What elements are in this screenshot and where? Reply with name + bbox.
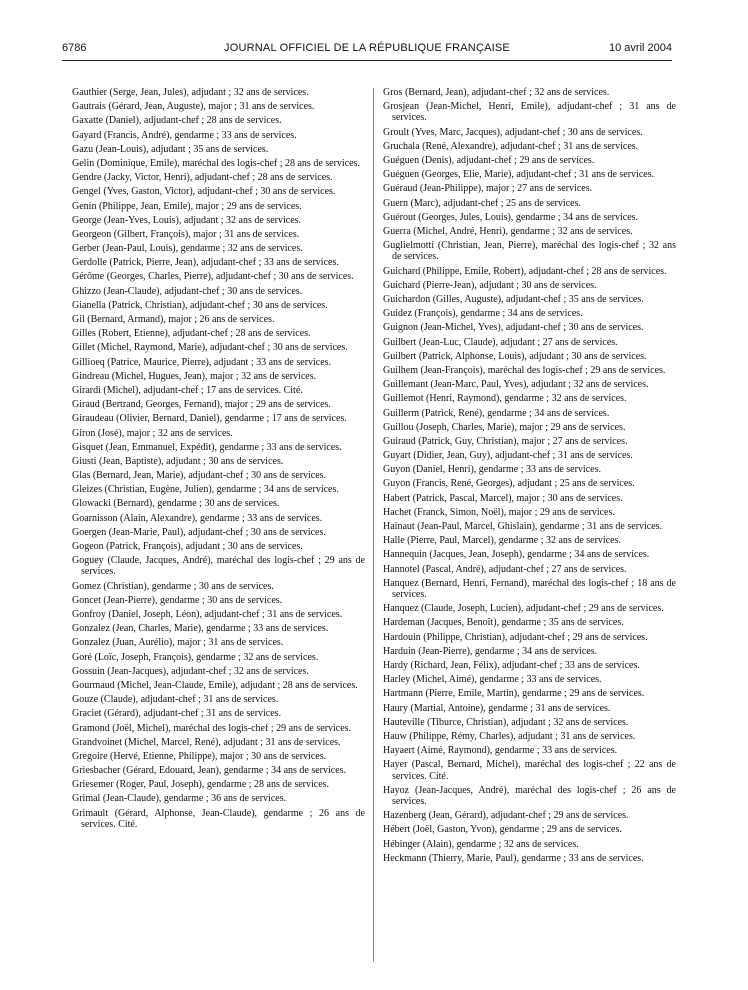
list-item: Giraudeau (Olivier, Bernard, Daniel), gendarme ; 17 ans de services. [72, 413, 347, 425]
list-item: Guilbert (Patrick, Alphonse, Louis), adjudant ; 30 ans de services. [383, 350, 647, 362]
list-item: Guichard (Pierre-Jean), adjudant ; 30 ans de services. [383, 279, 597, 291]
list-item: Heckmann (Thierry, Marie, Paul), gendarme ; 33 ans de services. [383, 852, 644, 864]
list-item: Gindreau (Michel, Hugues, Jean), major ; 32 ans de services. [72, 370, 317, 382]
list-item: Gisquet (Jean, Emmanuel, Expédit), gendarme ; 33 ans de services. [72, 441, 342, 453]
header-rule [62, 60, 672, 61]
list-item: Hardeman (Jacques, Benoît), gendarme ; 35 ans de services. [383, 617, 624, 629]
list-item: Hébert (Joël, Gaston, Yvon), gendarme ; 29 ans de services. [383, 824, 622, 836]
list-item: Goncet (Jean-Pierre), gendarme ; 30 ans de services. [72, 594, 283, 606]
list-item: Hannotel (Pascal, André), adjudant-chef ; 27 ans de services. [383, 563, 627, 575]
publication-date: 10 avril 2004 [609, 42, 672, 54]
list-item: Hardouin (Philippe, Christian), adjudant-chef ; 29 ans de services. [383, 631, 648, 643]
list-item: Gilles (Robert, Etienne), adjudant-chef ; 28 ans de services. [72, 328, 311, 340]
list-item: Guillemot (Henri, Raymond), gendarme ; 32 ans de services. [383, 393, 627, 405]
list-item: Hartmann (Pierre, Emile, Martin), gendarme ; 29 ans de services. [383, 688, 645, 700]
list-item: Guyart (Didier, Jean, Guy), adjudant-chef ; 31 ans de services. [383, 450, 633, 462]
list-item: Hébinger (Alain), gendarme ; 32 ans de services. [383, 838, 579, 850]
page-number: 6786 [62, 42, 87, 54]
list-item: Hardy (Richard, Jean, Félix), adjudant-chef ; 33 ans de services. [383, 660, 640, 672]
list-item: Gossuin (Jean-Jacques), adjudant-chef ; 32 ans de services. [72, 665, 309, 677]
list-item: Guidez (François), gendarme ; 34 ans de services. [383, 308, 583, 320]
list-item: Gruchala (René, Alexandre), adjudant-chef ; 31 ans de services. [383, 140, 639, 152]
list-item: Hayaert (Aimé, Raymond), gendarme ; 33 ans de services. [383, 745, 618, 757]
list-item: Gogeon (Patrick, François), adjudant ; 30 ans de services. [72, 541, 303, 552]
list-item: Guyon (Daniel, Henri), gendarme ; 33 ans de services. [383, 464, 601, 476]
list-item: Groult (Yves, Marc, Jacques), adjudant-chef ; 30 ans de services. [383, 126, 643, 138]
list-item: Glowacki (Bernard), gendarme ; 30 ans de services. [72, 498, 280, 510]
list-item: Grimault (Gérard, Alphonse, Jean-Claude), gendarme ; 26 ans de services. Cité. [72, 807, 365, 830]
list-item: Gelin (Dominique, Emile), maréchal des logis-chef ; 28 ans de services. [72, 157, 360, 169]
list-item: George (Jean-Yves, Louis), adjudant ; 32 ans de services. [72, 214, 302, 226]
list-item: Gerber (Jean-Paul, Louis), gendarme ; 32 ans de services. [72, 243, 303, 255]
list-item: Georgeon (Gilbert, François), major ; 31 ans de services. [72, 228, 300, 240]
list-item: Guichardon (Gilles, Auguste), adjudant-chef ; 35 ans de services. [383, 294, 644, 306]
list-item: Gillioeq (Patrice, Maurice, Pierre), adjudant ; 33 ans de services. [72, 356, 332, 368]
list-item: Guérout (Georges, Jules, Louis), gendarme ; 34 ans de services. [383, 211, 639, 223]
list-item: Hainaut (Jean-Paul, Marcel, Ghislain), gendarme ; 31 ans de services. [383, 521, 663, 533]
list-item: Gros (Bernard, Jean), adjudant-chef ; 32 ans de services. [383, 87, 610, 98]
list-item: Hauteville (Tiburce, Christian), adjudant ; 32 ans de services. [383, 716, 629, 728]
list-item: Genin (Philippe, Jean, Emile), major ; 29 ans de services. [72, 200, 302, 212]
list-item: Grosjean (Jean-Michel, Henri, Emile), adjudant-chef ; 31 ans de services. [383, 101, 676, 124]
list-item: Guglielmotti (Christian, Jean, Pierre), maréchal des logis-chef ; 32 ans de services. [383, 240, 676, 263]
list-item: Gérôme (Georges, Charles, Pierre), adjudant-chef ; 30 ans de services. [72, 271, 354, 283]
list-item: Grandvoinet (Michel, Marcel, René), adjudant ; 31 ans de services. [72, 736, 341, 748]
list-item: Hachet (Franck, Simon, Noël), major ; 29 ans de services. [383, 506, 615, 518]
list-item: Graciet (Gérard), adjudant-chef ; 31 ans de services. [72, 708, 282, 720]
list-item: Guillerm (Patrick, René), gendarme ; 34 ans de services. [383, 407, 610, 419]
list-item: Guerra (Michel, André, Henri), gendarme ; 32 ans de services. [383, 225, 633, 237]
list-item: Giraud (Bertrand, Georges, Fernand), major ; 29 ans de services. [72, 399, 331, 411]
list-item: Gendre (Jacky, Victor, Henri), adjudant-chef ; 28 ans de services. [72, 172, 333, 184]
list-item: Hauw (Philippe, Rémy, Charles), adjudant ; 31 ans de services. [383, 730, 636, 742]
list-item: Gouze (Claude), adjudant-chef ; 31 ans de services. [72, 694, 279, 706]
list-item: Habert (Patrick, Pascal, Marcel), major ; 30 ans de services. [383, 492, 623, 504]
page-header [62, 42, 672, 58]
list-item: Hanquez (Bernard, Henri, Fernand), maréchal des logis-chef ; 18 ans de services. [383, 577, 676, 601]
list-item: Gonfroy (Daniel, Joseph, Léon), adjudant-chef ; 31 ans de services. [72, 609, 343, 621]
list-item: Goarnisson (Alain, Alexandre), gendarme ; 33 ans de services. [72, 512, 323, 524]
list-item: Gomez (Christian), gendarme ; 30 ans de services. [72, 580, 274, 592]
list-item: Gauthier (Serge, Jean, Jules), adjudant ; 32 ans de services. [72, 87, 309, 98]
list-item: Gonzalez (Jean, Charles, Marie), gendarme ; 33 ans de services. [72, 623, 329, 635]
list-item: Guiraud (Patrick, Guy, Christian), major ; 27 ans de services. [383, 435, 628, 447]
list-item: Grimal (Jean-Claude), gendarme ; 36 ans de services. [72, 793, 287, 805]
list-item: Gaxatte (Daniel), adjudant-chef ; 28 ans de services. [72, 115, 282, 127]
right-column [383, 87, 676, 867]
list-item: Guillou (Joseph, Charles, Marie), major ; 29 ans de services. [383, 421, 626, 433]
list-item: Gregoire (Hervé, Etienne, Philippe), major ; 30 ans de services. [72, 750, 327, 762]
list-item: Hazenberg (Jean, Gérard), adjudant-chef ; 29 ans de services. [383, 810, 629, 822]
list-item: Gayard (Francis, André), gendarme ; 33 ans de services. [72, 129, 297, 141]
list-item: Halle (Pierre, Paul, Marcel), gendarme ; 32 ans de services. [383, 535, 621, 547]
list-item: Harduin (Jean-Pierre), gendarme ; 34 ans de services. [383, 645, 598, 657]
list-item: Ghizzo (Jean-Claude), adjudant-chef ; 30 ans de services. [72, 285, 303, 297]
list-item: Guéguen (Denis), adjudant-chef ; 29 ans de services. [383, 155, 595, 167]
journal-title: JOURNAL OFFICIEL DE LA RÉPUBLIQUE FRANÇAISE [224, 42, 510, 54]
list-item: Gerdolle (Patrick, Pierre, Jean), adjudant-chef ; 33 ans de services. [72, 257, 339, 269]
list-item: Harley (Michel, Aimé), gendarme ; 33 ans de services. [383, 674, 602, 686]
list-item: Guern (Marc), adjudant-chef ; 25 ans de services. [383, 197, 581, 209]
list-item: Guignon (Jean-Michel, Yves), adjudant-chef ; 30 ans de services. [383, 322, 644, 334]
list-item: Haury (Martial, Antoine), gendarme ; 31 ans de services. [383, 702, 611, 714]
list-item: Goguey (Claude, Jacques, André), maréchal des logis-chef ; 29 ans de services. [72, 555, 365, 578]
list-item: Guilhem (Jean-François), maréchal des logis-chef ; 29 ans de services. [383, 364, 666, 376]
list-item: Hayer (Pascal, Bernard, Michel), maréchal des logis-chef ; 22 ans de services. Cité. [383, 759, 676, 782]
list-item: Gourmaud (Michel, Jean-Claude, Emile), adjudant ; 28 ans de services. [72, 679, 358, 691]
list-item: Giusti (Jean, Baptiste), adjudant ; 30 ans de services. [72, 455, 284, 467]
list-item: Griesemer (Roger, Paul, Joseph), gendarme ; 28 ans de services. [72, 779, 330, 791]
left-column [72, 87, 365, 833]
list-item: Hannequin (Jacques, Jean, Joseph), gendarme ; 34 ans de services. [383, 549, 650, 561]
list-item: Glas (Bernard, Jean, Marie), adjudant-chef ; 30 ans de services. [72, 470, 327, 482]
list-item: Hayoz (Jean-Jacques, André), maréchal des logis-chef ; 26 ans de services. [383, 784, 676, 808]
list-item: Gengel (Yves, Gaston, Victor), adjudant-chef ; 30 ans de services. [72, 186, 336, 198]
list-item: Gramond (Joël, Michel), maréchal des logis-chef ; 29 ans de services. [72, 722, 352, 734]
list-item: Gillet (Michel, Raymond, Marie), adjudant-chef ; 30 ans de services. [72, 342, 348, 354]
list-item: Giron (José), major ; 32 ans de services. [72, 427, 233, 439]
list-item: Gleizes (Christian, Eugène, Julien), gendarme ; 34 ans de services. [72, 484, 339, 496]
list-item: Guéguen (Georges, Elie, Marie), adjudant-chef ; 31 ans de services. [383, 169, 655, 181]
list-item: Goré (Loïc, Joseph, François), gendarme ; 32 ans de services. [72, 651, 319, 663]
list-item: Guyon (Francis, René, Georges), adjudant ; 25 ans de services. [383, 478, 635, 490]
list-item: Gianella (Patrick, Christian), adjudant-chef ; 30 ans de services. [72, 299, 328, 311]
column-divider [373, 88, 374, 962]
list-item: Gonzalez (Juan, Aurélio), major ; 31 ans de services. [72, 637, 284, 649]
list-item: Girardi (Michel), adjudant-chef ; 17 ans de services. Cité. [72, 384, 303, 396]
list-item: Gil (Bernard, Armand), major ; 26 ans de services. [72, 314, 275, 325]
list-item: Hanquez (Claude, Joseph, Lucien), adjudant-chef ; 29 ans de services. [383, 603, 664, 615]
list-item: Guilbert (Jean-Luc, Claude), adjudant ; 27 ans de services. [383, 336, 618, 348]
list-item: Goergen (Jean-Marie, Paul), adjudant-chef ; 30 ans de services. [72, 526, 326, 538]
list-item: Guillemant (Jean-Marc, Paul, Yves), adjudant ; 32 ans de services. [383, 379, 649, 391]
list-item: Gautrais (Gérard, Jean, Auguste), major ; 31 ans de services. [72, 101, 315, 113]
list-item: Griesbacher (Gérard, Edouard, Jean), gendarme ; 34 ans de services. [72, 765, 347, 777]
list-item: Gazu (Jean-Louis), adjudant ; 35 ans de services. [72, 143, 269, 155]
list-item: Guéraud (Jean-Philippe), major ; 27 ans de services. [383, 183, 593, 195]
list-item: Guichard (Philippe, Emile, Robert), adjudant-chef ; 28 ans de services. [383, 265, 667, 277]
